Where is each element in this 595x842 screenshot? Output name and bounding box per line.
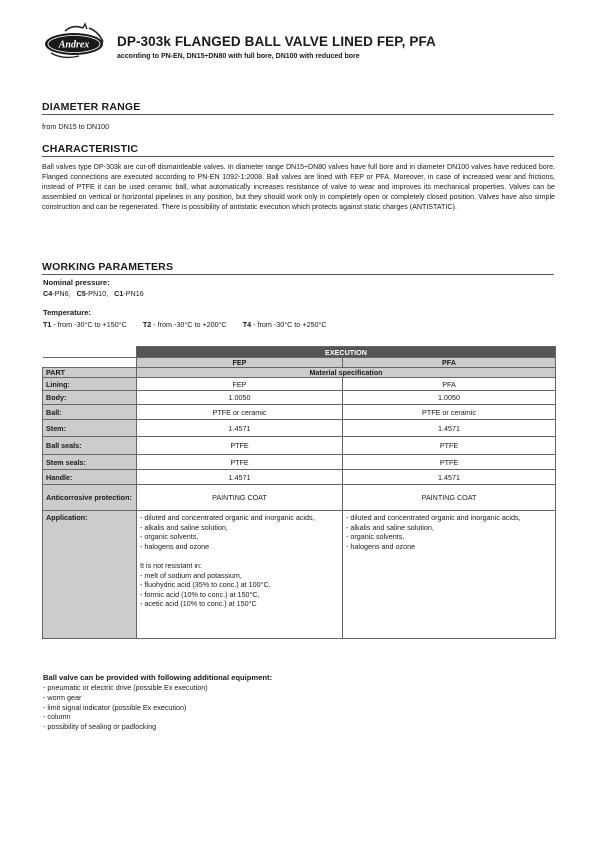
- working-parameters-heading: WORKING PARAMETERS: [42, 261, 174, 273]
- temperature-values: [43, 320, 327, 329]
- temperature-code: T1: [43, 320, 52, 329]
- characteristic-heading: CHARACTERISTIC: [42, 143, 139, 155]
- fep-value: PTFE or ceramic: [137, 405, 343, 420]
- equipment-list: [43, 683, 208, 732]
- pfa-value: PTFE or ceramic: [343, 405, 556, 420]
- not-resistant-list: [140, 571, 339, 609]
- list-item: - halogens and ozone: [346, 541, 416, 551]
- andrex-logo: [43, 22, 109, 62]
- row-label: Ball:: [43, 405, 137, 420]
- page-title: DP-303k FLANGED BALL VALVE LINED FEP, PFA: [117, 34, 436, 49]
- pressure-value: -PN16: [123, 289, 144, 298]
- row-label: Body:: [43, 391, 137, 405]
- list-item: - diluted and concentrated organic and inorganic acids,: [140, 513, 315, 522]
- temperature-label: Temperature:: [43, 308, 91, 317]
- pressure-code: C1: [114, 289, 124, 298]
- temperature-value: - from -30°C to +150°C: [51, 320, 127, 329]
- list-item: - halogens and ozone: [140, 541, 210, 551]
- table-row: [43, 485, 556, 511]
- table-row: [43, 358, 556, 368]
- fep-value: PTFE: [137, 455, 343, 470]
- fep-value: 1.4571: [137, 470, 343, 485]
- pressure-value: -PN10,: [85, 289, 109, 298]
- application-list: [140, 513, 339, 551]
- list-item: - formic acid (10% to conc.) at 150°C,: [140, 589, 260, 599]
- pfa-value: PTFE: [343, 437, 556, 455]
- table-cell: [43, 347, 137, 358]
- table-row: [43, 378, 556, 391]
- list-item: - organic solvents,: [140, 532, 199, 542]
- section-divider: [42, 274, 554, 275]
- pfa-value: 1.0050: [343, 391, 556, 405]
- table-row: [43, 420, 556, 437]
- nominal-pressure-label: Nominal pressure:: [43, 278, 110, 287]
- pressure-value: -PN6,: [52, 289, 71, 298]
- equipment-heading: Ball valve can be provided with following additional equipment:: [43, 673, 273, 682]
- table-row: [43, 347, 556, 358]
- list-item: - alkalis and saline solution,: [140, 522, 228, 532]
- specification-table: [42, 346, 556, 639]
- logo-wordmark: Andrex: [58, 39, 90, 51]
- list-item: - possibility of sealing or padlocking: [43, 722, 157, 732]
- list-item: - alkalis and saline solution,: [346, 522, 434, 532]
- not-resistant-label: It is not resistant in:: [140, 560, 202, 570]
- temperature-value: - from -30°C to +200°C: [151, 320, 227, 329]
- pfa-value: 1.4571: [343, 470, 556, 485]
- fep-value: 1.4571: [137, 420, 343, 437]
- row-label: Ball seals:: [43, 437, 137, 455]
- row-label: Handle:: [43, 470, 137, 485]
- pfa-value: PAINTING COAT: [343, 485, 556, 511]
- list-item: - column: [43, 712, 71, 722]
- page-subtitle: according to PN-EN, DN15÷DN80 with full bore, DN100 with reduced bore: [117, 53, 360, 60]
- table-row: [43, 470, 556, 485]
- pfa-value: PTFE: [343, 455, 556, 470]
- material-specification-header: Material specification: [137, 368, 556, 378]
- pressure-code: C4: [43, 289, 53, 298]
- list-item: - organic solvents,: [346, 532, 405, 542]
- temperature-code: T4: [242, 320, 252, 329]
- application-list: [346, 513, 552, 551]
- table-row: [43, 368, 556, 378]
- fep-value: 1.0050: [137, 391, 343, 405]
- list-item: - diluted and concentrated organic and inorganic acids,: [346, 513, 521, 522]
- application-label: Application:: [43, 511, 137, 639]
- list-item: - limit signal indicator (possible Ex execution): [43, 702, 187, 712]
- list-item: - fluohydric acid (35% to conc.) at 100°C,: [140, 580, 271, 590]
- section-divider: [42, 114, 554, 115]
- pfa-value: PFA: [343, 378, 556, 391]
- application-pfa: [343, 511, 556, 639]
- application-fep: [137, 511, 343, 639]
- temperature-code: T2: [142, 320, 152, 329]
- list-item: - worm gear: [43, 692, 82, 702]
- row-label: Stem seals:: [43, 455, 137, 470]
- list-item: - pneumatic or electric drive (possible Ex execution): [43, 683, 208, 692]
- table-row: [43, 455, 556, 470]
- list-item: - acetic acid (10% to conc.) at 150°C: [140, 599, 257, 609]
- pressure-code: C5: [76, 289, 86, 298]
- fep-value: PTFE: [137, 437, 343, 455]
- temperature-value: - from -30°C to +250°C: [251, 320, 327, 329]
- pfa-value: 1.4571: [343, 420, 556, 437]
- diameter-range-heading: DIAMETER RANGE: [42, 101, 141, 113]
- row-label: Anticorrosive protection:: [43, 485, 137, 511]
- diameter-range-text: from DN15 to DN100: [42, 122, 110, 131]
- table-row: [43, 437, 556, 455]
- column-header-pfa: PFA: [343, 358, 556, 368]
- row-label: Stem:: [43, 420, 137, 437]
- table-row: [43, 511, 556, 639]
- fep-value: FEP: [137, 378, 343, 391]
- nominal-pressure-values: [43, 289, 144, 298]
- row-label: Lining:: [43, 378, 137, 391]
- table-row: [43, 405, 556, 420]
- section-divider: [42, 156, 554, 157]
- table-cell: [43, 358, 137, 368]
- table-row: [43, 391, 556, 405]
- list-item: - melt of sodium and potassium,: [140, 570, 242, 580]
- part-header: PART: [43, 368, 137, 378]
- column-header-fep: FEP: [137, 358, 343, 368]
- characteristic-text: Ball valves type DP-303k are cut-off dismantleable valves. In diameter range DN15÷DN80 valves have full bore and in diameter DN100 valves have reduced bore. Flanged connections are executed according to PN-EN 1092-1:2008. Ball valves are lined with FEP or PFA. Moreover, in case of increased wear and frictions, instead of PTFE it can be used ceramic ball, what automatically increases resistance of valve to wear and improves its mechanical properties. Valves can be assembled on vertical or horizontal pipelines in any position, but they should work only in completely open or completely closed position. Valves have also simple construction and can be regenerated. There is possibility of antistatic execution which protects against static charges (ANTISTATIC).: [42, 163, 555, 211]
- execution-header: EXECUTION: [137, 347, 556, 358]
- fep-value: PAINTING COAT: [137, 485, 343, 511]
- spacer: [140, 551, 339, 561]
